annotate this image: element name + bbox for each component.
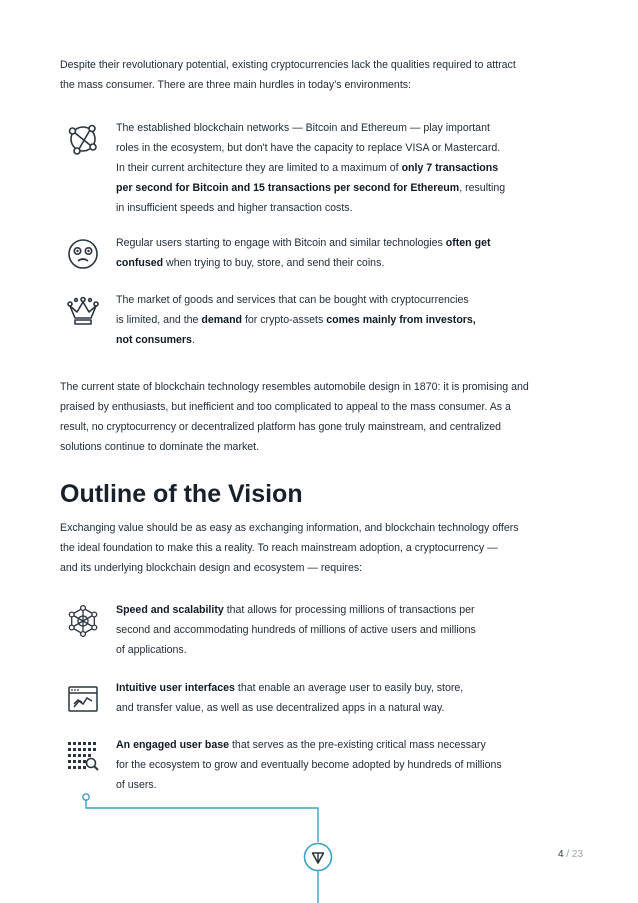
state-line: result, no cryptocurrency or decentralized platform has gone truly mainstream, and centralized <box>60 421 502 433</box>
state-line: praised by enthusiasts, but inefficient and too complicated to appeal to the mass consumer. As a <box>60 401 511 413</box>
ton-diamond-icon <box>303 842 333 872</box>
text-run: of applications. <box>116 644 187 656</box>
text-run: In their current architecture they are limited to a maximum of <box>116 162 402 174</box>
text-run: when trying to buy, store, and send their coins. <box>163 257 385 269</box>
emphasis-text: Intuitive user interfaces <box>116 682 235 694</box>
section-heading: Outline of the Vision <box>60 480 303 508</box>
page-separator: / <box>563 849 572 860</box>
text-run: is limited, and the <box>116 314 202 326</box>
page-number <box>558 849 583 860</box>
text-run: . <box>191 334 195 346</box>
emphasis-text: comes mainly from investors, <box>326 314 476 326</box>
text-run: that serves as the pre-existing critical mass necessary <box>229 739 486 751</box>
text-run: The market of goods and services that can be bought with cryptocurrencies <box>116 294 469 306</box>
text-run: second and accommodating hundreds of millions of active users and millions <box>116 624 476 636</box>
text-run: in insufficient speeds and higher transaction costs. <box>116 202 353 214</box>
vision-intro-line: and its underlying blockchain design and ecosystem — requires: <box>60 562 363 574</box>
intro-line: the mass consumer. There are three main hurdles in today's environments: <box>60 79 412 91</box>
state-line: The current state of blockchain technology resembles automobile design in 1870: it is promising and <box>60 381 529 393</box>
emphasis-text: often get <box>445 237 491 249</box>
emphasis-text: not consumers <box>116 334 192 346</box>
emphasis-text: Speed and scalability <box>116 604 224 616</box>
text-run: for crypto-assets <box>242 314 327 326</box>
text-run: that allows for processing millions of transactions per <box>223 604 475 616</box>
page-current: 4 <box>558 849 564 860</box>
page-total: 23 <box>571 849 584 860</box>
intro-line: Despite their revolutionary potential, existing cryptocurrencies lack the qualities required to attract <box>60 59 516 71</box>
vision-intro-line: the ideal foundation to make this a reality. To reach mainstream adoption, a cryptocurrency — <box>60 542 498 554</box>
emphasis-text: demand <box>201 314 243 326</box>
text-run: roles in the ecosystem, but don't have the capacity to replace VISA or Mastercard. <box>116 142 501 154</box>
text-run: and transfer value, as well as use decentralized apps in a natural way. <box>116 702 445 714</box>
text-run: , resulting <box>459 182 506 194</box>
emphasis-text: confused <box>116 257 164 269</box>
text-run: Regular users starting to engage with Bitcoin and similar technologies <box>116 237 446 249</box>
emphasis-text: per second for Bitcoin and 15 transactions per second for Ethereum <box>116 182 460 194</box>
text-run: that enable an average user to easily buy, store, <box>234 682 464 694</box>
text-run: The established blockchain networks — Bitcoin and Ethereum — play important <box>116 122 490 134</box>
emphasis-text: An engaged user base <box>116 739 230 751</box>
state-line: solutions continue to dominate the market. <box>60 441 260 453</box>
text-run: for the ecosystem to grow and eventually become adopted by hundreds of millions <box>116 759 502 771</box>
vision-intro-line: Exchanging value should be as easy as exchanging information, and blockchain technology offers <box>60 522 519 534</box>
text-run: of users. <box>116 779 157 791</box>
emphasis-text: only 7 transactions <box>401 162 499 174</box>
